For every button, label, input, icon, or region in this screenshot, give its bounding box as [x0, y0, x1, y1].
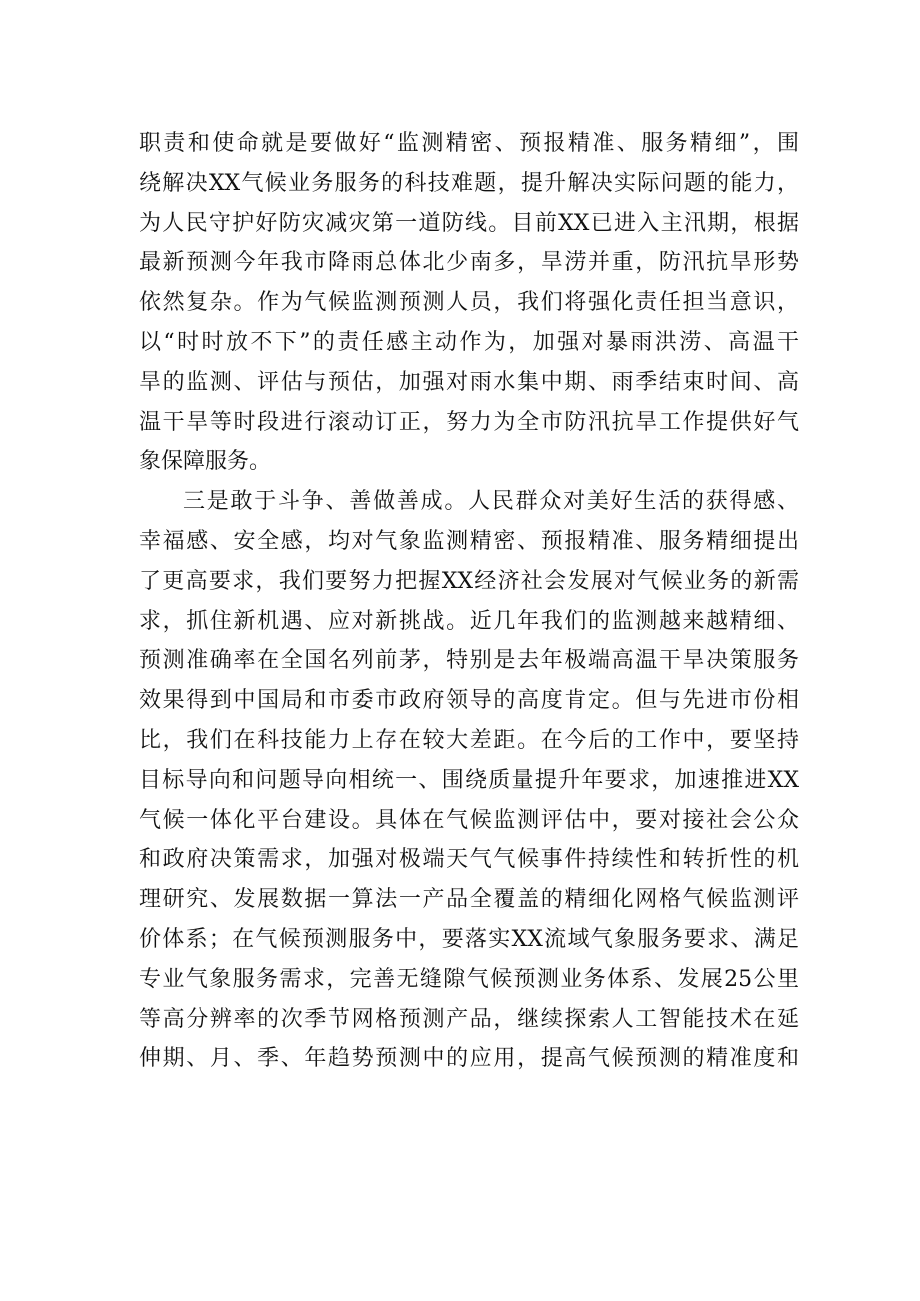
- text-line: 了更高要求，我们要努力把握XX经济社会发展对气候业务的新需: [139, 568, 799, 594]
- text-line: 职责和使命就是要做好“监测精密、预报精准、服务精细”，围: [139, 131, 799, 156]
- text-line: 依然复杂。作为气候监测预测人员，我们将强化责任担当意识，: [139, 290, 799, 316]
- text-line: 象保障服务。: [139, 449, 272, 475]
- paragraph-2: [139, 482, 799, 1079]
- text-line: 三是敢于斗争、善做善成。人民群众对美好生活的获得感、: [183, 489, 799, 515]
- text-line: 绕解决XX气候业务服务的科技难题，提升解决实际问题的能力，: [139, 170, 799, 196]
- text-line: 最新预测今年我市降雨总体北少南多，旱涝并重，防汛抗旱形势: [139, 250, 799, 276]
- text-line: 为人民守护好防灾减灾第一道防线。目前XX已进入主汛期，根据: [139, 210, 799, 236]
- text-line: 等高分辨率的次季节网格预测产品，继续探索人工智能技术在延: [139, 1006, 799, 1032]
- paragraph-1: [139, 124, 799, 482]
- text-line: 气候一体化平台建设。具体在气候监测评估中，要对接社会公众: [139, 807, 799, 833]
- text-line: 理研究、发展数据一算法一产品全覆盖的精细化网格气候监测评: [139, 887, 799, 913]
- text-line: 温干旱等时段进行滚动订正，努力为全市防汛抗旱工作提供好气: [139, 409, 799, 435]
- text-line: 目标导向和问题导向相统一、围绕质量提升年要求，加速推进XX: [139, 767, 799, 793]
- text-line: 价体系；在气候预测服务中，要落实XX流域气象服务要求、满足: [139, 926, 799, 952]
- text-line: 预测准确率在全国名列前茅，特别是去年极端高温干旱决策服务: [139, 648, 799, 674]
- text-line: 求，抓住新机遇、应对新挑战。近几年我们的监测越来越精细、: [139, 608, 799, 634]
- text-line: 伸期、月、季、年趋势预测中的应用，提高气候预测的精准度和: [139, 1046, 799, 1072]
- text-line: 和政府决策需求，加强对极端天气气候事件持续性和转折性的机: [139, 847, 799, 873]
- text-line: 旱的监测、评估与预估，加强对雨水集中期、雨季结束时间、高: [139, 369, 799, 395]
- document-body: [139, 124, 799, 1079]
- text-line: 以“时时放不下”的责任感主动作为，加强对暴雨洪涝、高温干: [139, 329, 799, 355]
- text-line: 效果得到中国局和市委市政府领导的高度肯定。但与先进市份相: [139, 688, 799, 714]
- text-line: 比，我们在科技能力上存在较大差距。在今后的工作中，要坚持: [139, 727, 799, 753]
- text-line: 专业气象服务需求，完善无缝隙气候预测业务体系、发展25公里: [139, 966, 799, 992]
- text-line: 幸福感、安全感，均对气象监测精密、预报精准、服务精细提出: [139, 528, 799, 554]
